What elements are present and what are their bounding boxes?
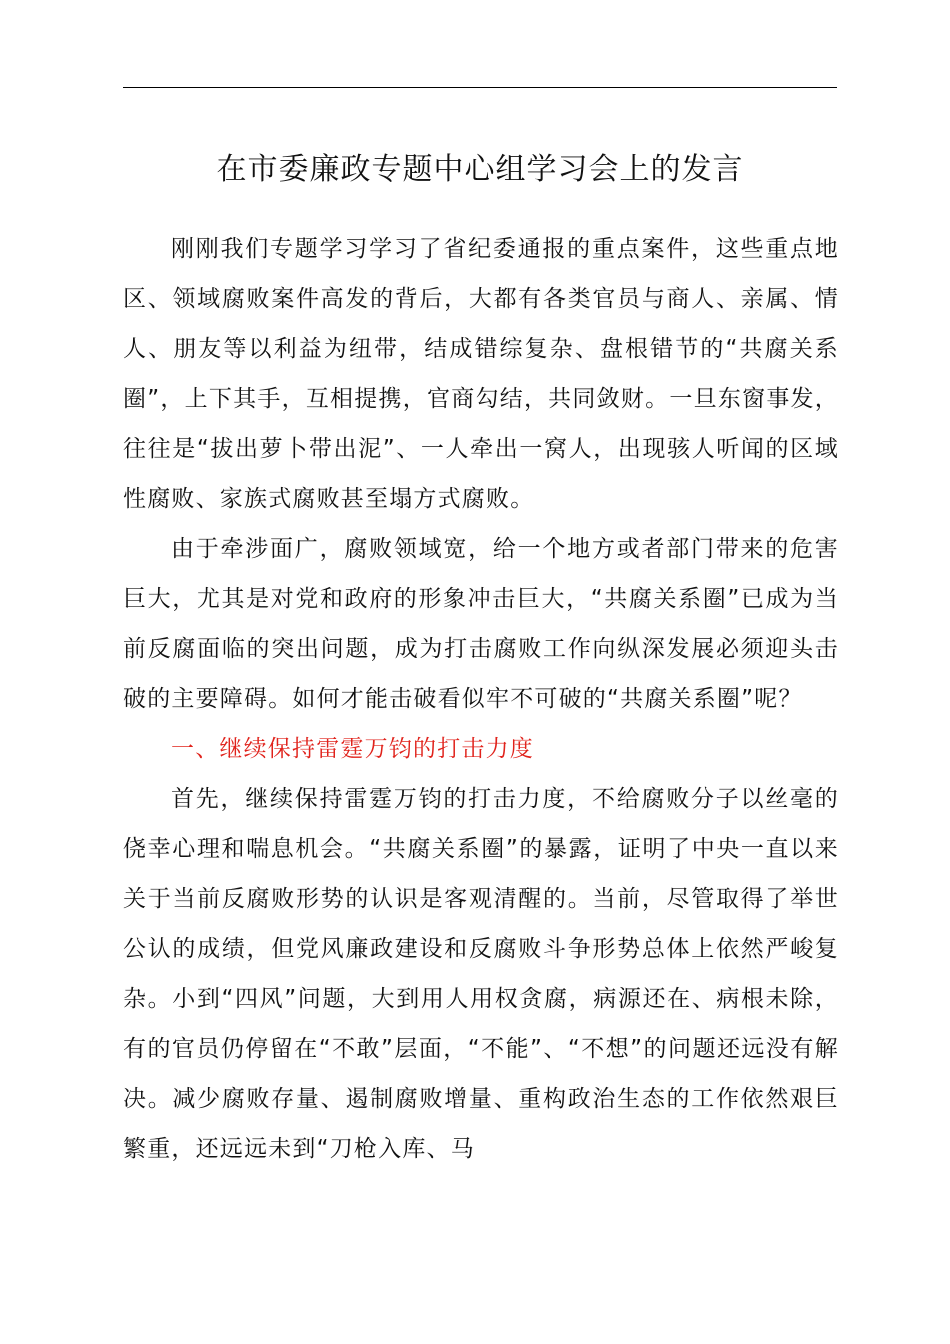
body-paragraph-1: 刚刚我们专题学习学习了省纪委通报的重点案件，这些重点地区、领域腐败案件高发的背后，大都有各类官员与商人、亲属、情人、朋友等以利益为纽带，结成错综复杂、盘根错节的“共腐关系圈”，上下其手，互相提携，官商勾结，共同敛财。一旦东窗事发，往往是“拔出萝卜带出泥”、一人牵出一窝人，出现骇人听闻的区域性腐败、家族式腐败甚至塌方式腐败。 — [123, 236, 839, 512]
document-title: 在市委廉政专题中心组学习会上的发言 — [216, 152, 744, 187]
document-body — [123, 224, 839, 1174]
section-paragraph: 首先，继续保持雷霆万钧的打击力度，不给腐败分子以丝毫的侥幸心理和喘息机会。“共腐关系圈”的暴露，证明了中央一直以来关于当前反腐败形势的认识是客观清醒的。当前，尽管取得了举世公认的成绩，但党风廉政建设和反腐败斗争形势总体上依然严峻复杂。小到“四风”问题，大到用人用权贪腐，病源还在、病根未除，有的官员仍停留在“不敢”层面，“不能”、“不想”的问题还远没有解决。减少腐败存量、遏制腐败增量、重构政治生态的工作依然艰巨繁重，还远远未到“刀枪入库、马 — [123, 786, 839, 1162]
section-heading: 一、继续保持雷霆万钧的打击力度 — [171, 736, 534, 762]
body-paragraph-2: 由于牵涉面广，腐败领域宽，给一个地方或者部门带来的危害巨大，尤其是对党和政府的形象冲击巨大，“共腐关系圈”已成为当前反腐面临的突出问题，成为打击腐败工作向纵深发展必须迎头击破的主要障碍。如何才能击破看似牢不可破的“共腐关系圈”呢？ — [123, 536, 839, 712]
header-rule — [123, 87, 837, 88]
